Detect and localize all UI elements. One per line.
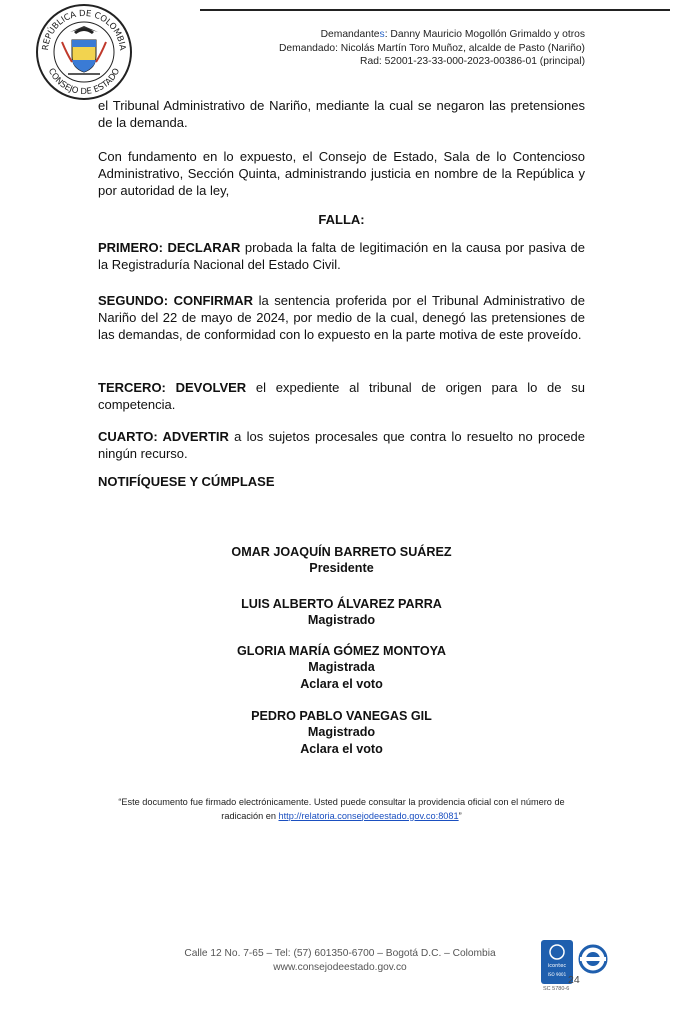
radicado-line: Rad: 52001-23-33-000-2023-00386-01 (principal) <box>360 56 585 68</box>
tercero-paragraph: TERCERO: DEVOLVER el expediente al tribunal de origen para lo de su competencia. <box>98 380 585 413</box>
segundo-paragraph: SEGUNDO: CONFIRMAR la sentencia proferida por el Tribunal Administrativo de Nariño del 22 de mayo de 2024, por medio de la cual, denegó las pretensiones de las demandas, de conformidad con lo expuesto en la parte motiva de este proveído. <box>98 293 585 343</box>
certification-code: SC 5780-6 <box>543 986 570 992</box>
header-rule <box>200 9 670 11</box>
cert-brand: icontec <box>547 963 567 969</box>
signature-block <box>98 544 585 577</box>
demandado-line: Demandado: Nicolás Martín Toro Muñoz, alcalde de Pasto (Nariño) <box>278 42 585 54</box>
signatory-name: LUIS ALBERTO ÁLVAREZ PARRA <box>241 597 442 611</box>
signatory-name: GLORIA MARÍA GÓMEZ MONTOYA <box>237 644 446 658</box>
cert-iso: ISO 9001 <box>547 972 567 977</box>
signatory-note: Aclara el voto <box>300 676 383 691</box>
page-number: 24 <box>568 974 580 986</box>
footer-address: Calle 12 No. 7-65 – Tel: (57) 601350-6700 – Bogotá D.C. – Colombia <box>184 948 496 959</box>
signature-block <box>98 708 585 757</box>
signatory-role: Magistrada <box>308 660 375 675</box>
falla-heading: FALLA: <box>318 212 365 227</box>
seal-top-text: REPÚBLICA DE COLOMBIA <box>40 8 128 52</box>
page-footer <box>150 947 530 974</box>
signature-block <box>98 643 585 692</box>
signatory-name: OMAR JOAQUÍN BARRETO SUÁREZ <box>231 545 452 559</box>
signatory-name: PEDRO PABLO VANEGAS GIL <box>251 709 432 723</box>
case-header <box>279 28 585 69</box>
consejo-de-estado-seal-icon <box>34 2 134 102</box>
footer-website: www.consejodeestado.gov.co <box>273 961 407 973</box>
relatoria-link[interactable]: http://relatoria.consejodeestado.gov.co:8081 <box>278 810 459 821</box>
cuarto-paragraph: CUARTO: ADVERTIR a los sujetos procesales que contra lo resuelto no procede ningún recurso. <box>98 429 585 462</box>
signatory-role: Magistrado <box>307 613 376 628</box>
seal-bottom-text: CONSEJO DE ESTADO <box>45 66 123 98</box>
signatory-role: Magistrado <box>307 725 376 740</box>
iqnet-certification-icon <box>578 944 608 974</box>
signatory-role: Presidente <box>309 561 374 576</box>
signatory-note: Aclara el voto <box>300 741 383 756</box>
signature-block <box>98 596 585 629</box>
closing-formula: NOTIFÍQUESE Y CÚMPLASE <box>98 474 275 489</box>
fundamento-paragraph: Con fundamento en lo expuesto, el Consejo de Estado, Sala de lo Contencioso Administrativo, Sección Quinta, administrando justicia en nombre de la República y por autoridad de la ley, <box>98 149 585 199</box>
demandantes-line: Demandantes: Danny Mauricio Mogollón Grimaldo y otros <box>320 29 585 40</box>
intro-paragraph: el Tribunal Administrativo de Nariño, mediante la cual se negaron las pretensiones de la demanda. <box>98 98 585 131</box>
primero-paragraph: PRIMERO: DECLARAR probada la falta de legitimación en la causa por pasiva de la Registraduría Nacional del Estado Civil. <box>98 240 586 273</box>
electronic-signature-notice: “Este documento fue firmado electrónicamente. Usted puede consultar la providencia oficial con el número de radicación en http://relatoria.consejodeestado.gov.co:8081” <box>118 797 565 821</box>
